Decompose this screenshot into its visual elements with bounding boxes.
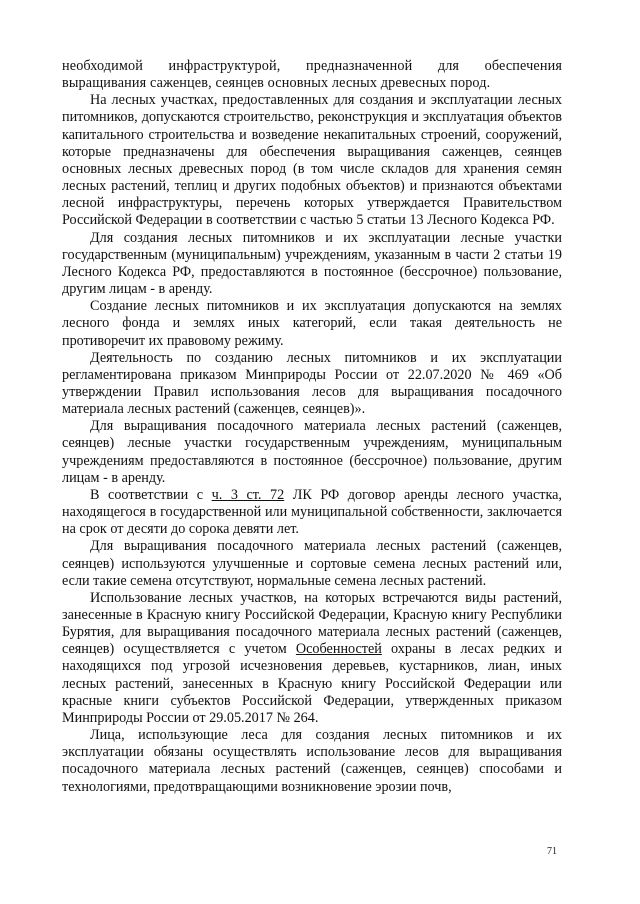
paragraph-obligations: Лица, использующие леса для создания лесных питомников и их эксплуатации обязаны осуществлять использование лесов для выращивания посадочного материала лесных растений (саженцев, сеянцев) способами и технологиями, предотвращающими возникновение эрозии почв, [62,727,562,795]
red-book-text-after: охраны в лесах редких и находящихся под угрозой исчезновения деревьев, кустарников, лиан, иных лесных растений, занесенных в Красную книгу Российской Федерации или красные книги субъектов Российской Федерации, утвержденных приказом Минприроды России от 29.05.2017 № 264. [62,641,563,726]
paragraph-continuation: необходимой инфраструктурой, предназначенной для обеспечения выращивания саженцев, сеянцев основных лесных древесных пород. [62,58,562,92]
page-number: 71 [547,846,557,857]
red-book-text-before: Использование лесных участков, на которых встречаются виды растений, занесенные в Красную книгу Российской Федерации, Красную книгу Республики Бурятия, для выращивания посадочного материала лесных растений (саженцев, сеянцев) осуществляется с учетом [62,589,562,658]
paragraph-land-categories: Создание лесных питомников и их эксплуатация допускаются на землях лесного фонда и землях иных категорий, если такая деятельность не противоречит их правовому режиму. [62,298,562,349]
paragraph-red-book [62,590,562,727]
paragraph-regulation-order: Деятельность по созданию лесных питомников и их эксплуатации регламентирована приказом Минприроды России от 22.07.2020 № 469 «Об утверждении Правил использования лесов для выращивания посадочного материала лесных растений (саженцев, сеянцев)». [62,349,562,418]
paragraph-land-provision: Для создания лесных питомников и их эксплуатации лесные участки государственным (муниципальным) учреждениям, указанным в части 2 статьи 19 Лесного Кодекса РФ, предоставляются в постоянное (бессрочное) пользование, другим лицам - в аренду. [62,229,562,298]
paragraph-planting-material: Для выращивания посадочного материала лесных растений (саженцев, сеянцев) лесные участки государственным учреждениям, муниципальным учреждениям предоставляются в постоянное (бессрочное) пользование, другим лицам - в аренду. [62,418,562,486]
paragraph-forest-infrastructure: На лесных участках, предоставленных для создания и эксплуатации лесных питомников, допускаются строительство, реконструкция и эксплуатация объектов капитального строительства и возведение некапитальных строений, сооружений, которые предназначены для обеспечения выращивания саженцев, сеянцев основных лесных древесных пород (в том числе складов для хранения семян лесных растений, теплиц и других подобных объектов) и признаются объектами лесной инфраструктуры, перечень которых утверждается Правительством Российской Федерации в соответствии с частью 5 статьи 13 Лесного Кодекса РФ. [62,92,562,229]
paragraph-lease-term [62,487,562,538]
lease-text-before: В соответствии с [90,486,212,503]
lease-text-after: ЛК РФ договор аренды лесного участка, находящегося в государственной или муниципальной собственности, заключается на срок от десяти до сорока девяти лет. [62,486,562,538]
features-link[interactable]: Особенностей [295,641,382,658]
article-72-link[interactable]: ч. 3 ст. 72 [211,486,285,503]
paragraph-seeds: Для выращивания посадочного материала лесных растений (саженцев, сеянцев) используются улучшенные и сортовые семена лесных растений или, если такие семена отсутствуют, нормальные семена лесных растений. [62,538,562,589]
document-page [62,58,562,796]
